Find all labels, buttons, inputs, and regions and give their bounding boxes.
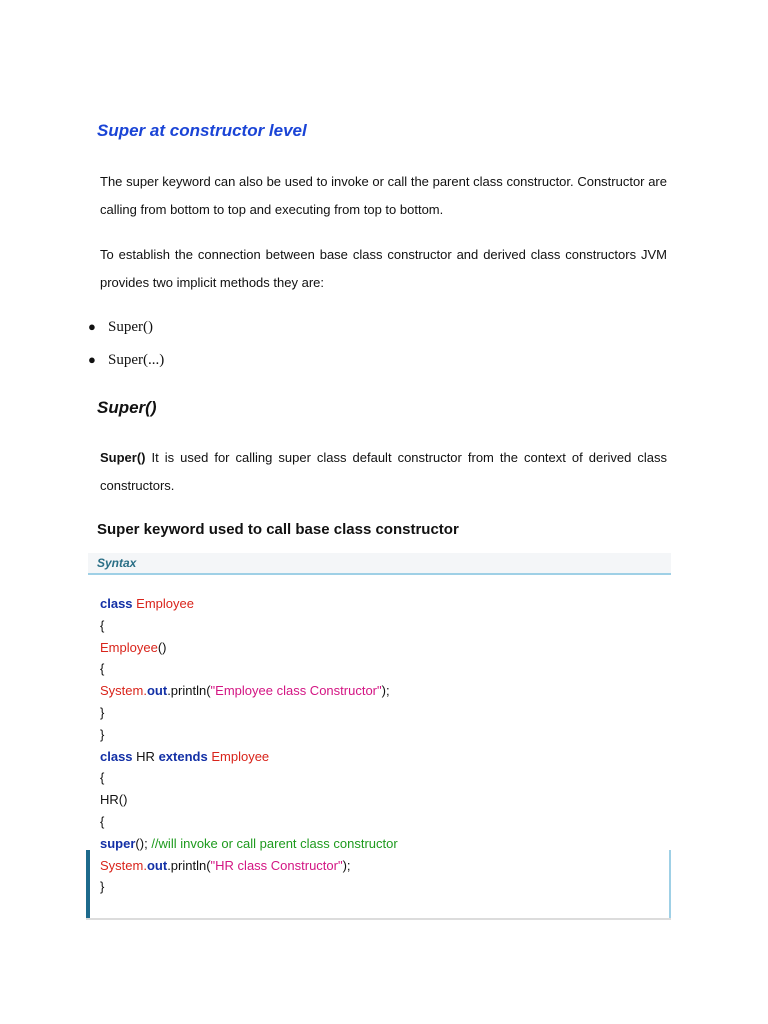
code-text: () [157,639,167,655]
code-frame-right-border [669,850,671,920]
code-block [100,593,398,898]
code-line: } [100,726,105,742]
code-line: { [100,813,105,829]
list-item [88,316,164,349]
code-line [100,593,398,615]
list-item-label: Super() [108,319,153,335]
code-line [100,680,398,702]
code-string: "Employee class Constructor" [210,683,382,699]
code-line [100,746,398,768]
code-text: (); [135,835,148,851]
code-text: HR [136,748,155,764]
subsection-title: Super() [97,398,157,417]
code-class-name: Employee [100,639,158,655]
code-line: { [100,770,105,786]
code-class-name: Employee [211,748,270,764]
code-class-name: Employee [136,596,194,611]
code-line: } [100,879,105,895]
code-text: ); [381,683,390,699]
code-keyword: class [100,596,133,611]
code-text: ); [342,857,351,873]
paragraph-intro: The super keyword can also be used to invoke or call the parent class constructor. Constructor are calling from bottom to top and executing from top to bottom. [100,174,667,217]
code-text: .println( [167,683,211,699]
section-title: Super at constructor level [97,121,307,140]
bullet-list [88,316,164,382]
paragraph-bold-term: Super() [100,450,146,465]
code-line: } [100,704,105,720]
code-line: { [100,617,105,633]
code-keyword: out [146,683,168,699]
code-keyword: super [100,835,136,851]
syntax-label: Syntax [97,556,137,570]
paragraph-super-desc [100,444,667,500]
code-line: HR() [100,792,128,808]
syntax-bar [88,553,671,575]
code-frame-bottom-border [86,918,671,920]
paragraph-jvm: To establish the connection between base class constructor and derived class constructors JVM provides two implicit methods they are: [100,247,667,290]
code-line [100,637,398,659]
bullet-icon: ● [88,352,96,367]
bullet-icon: ● [88,319,96,334]
code-class-name: System. [100,683,147,699]
code-heading: Super keyword used to call base class constructor [97,521,459,538]
code-line: { [100,661,105,677]
code-class-name: System. [100,857,147,873]
code-string: "HR class Constructor" [210,857,343,873]
list-item [88,349,164,382]
code-frame-left-border [86,850,90,920]
code-keyword: class [100,748,133,764]
code-line [100,855,398,877]
paragraph-text: It is used for calling super class default constructor from the context of derived class constructors. [100,450,667,493]
code-line [100,833,398,855]
code-text: .println( [167,857,211,873]
code-comment: //will invoke or call parent class constructor [151,835,398,851]
code-keyword: extends [158,748,208,764]
code-keyword: out [146,857,168,873]
list-item-label: Super(...) [108,352,165,368]
